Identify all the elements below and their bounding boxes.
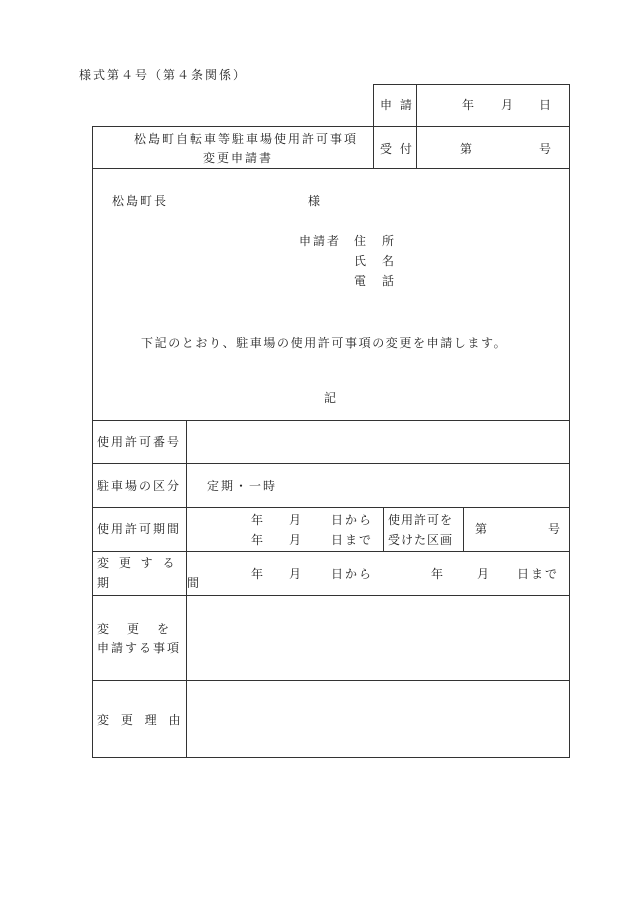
application-label: 申 請 <box>380 98 414 112</box>
change-period-from-month: 月 <box>289 567 304 581</box>
ki-heading: 記 <box>324 391 339 405</box>
application-statement: 下記のとおり、駐車場の使用許可事項の変更を申請します。 <box>141 336 508 350</box>
reception-label: 受 付 <box>380 142 414 156</box>
form-title-line2: 変更申請書 <box>203 151 274 165</box>
change-period-to-year: 年 <box>431 567 446 581</box>
reception-number-prefix: 第 <box>460 142 475 156</box>
form-title-line1: 松島町自転車等駐車場使用許可事項 <box>134 132 359 146</box>
applicant-name-label: 氏 名 <box>354 254 397 268</box>
form-number: 様式第４号（第４条関係） <box>79 68 248 82</box>
application-month: 月 <box>501 98 516 112</box>
change-reason-label: 変 更 理 由 <box>97 713 185 727</box>
section-label-line1: 使用許可を <box>388 513 454 527</box>
period-from-month: 月 <box>289 513 304 527</box>
change-items-label-line1: 変 更 を <box>97 622 173 636</box>
permit-number-label: 使用許可番号 <box>97 435 182 449</box>
change-period-from-year: 年 <box>251 567 266 581</box>
period-to-day: 日まで <box>331 533 374 547</box>
section-value-suffix: 号 <box>548 522 563 536</box>
change-items-label-line2: 申請する事項 <box>97 641 182 655</box>
change-period-to-month: 月 <box>477 567 492 581</box>
application-year: 年 <box>462 98 477 112</box>
applicant-phone-label: 電 話 <box>354 274 397 288</box>
applicant-address-label: 住 所 <box>354 234 397 248</box>
period-from-year: 年 <box>251 513 266 527</box>
period-to-year: 年 <box>251 533 266 547</box>
category-label: 駐車場の区分 <box>97 479 182 493</box>
change-period-label-line2: 期 間 <box>97 576 218 590</box>
period-to-month: 月 <box>289 533 304 547</box>
category-value: 定期・一時 <box>207 479 278 493</box>
addressee-honorific: 様 <box>308 194 323 208</box>
application-day: 日 <box>539 98 554 112</box>
addressee-name: 松島町長 <box>112 194 169 208</box>
period-from-day: 日から <box>331 513 374 527</box>
change-period-label-line1: 変 更 す る <box>97 556 178 570</box>
applicant-label: 申請者 <box>299 234 342 248</box>
section-value-prefix: 第 <box>475 522 490 536</box>
period-label: 使用許可期間 <box>97 522 182 536</box>
change-period-to-day: 日まで <box>517 567 560 581</box>
change-period-from-day: 日から <box>331 567 374 581</box>
reception-number-suffix: 号 <box>539 142 554 156</box>
section-label-line2: 受けた区画 <box>388 533 454 547</box>
